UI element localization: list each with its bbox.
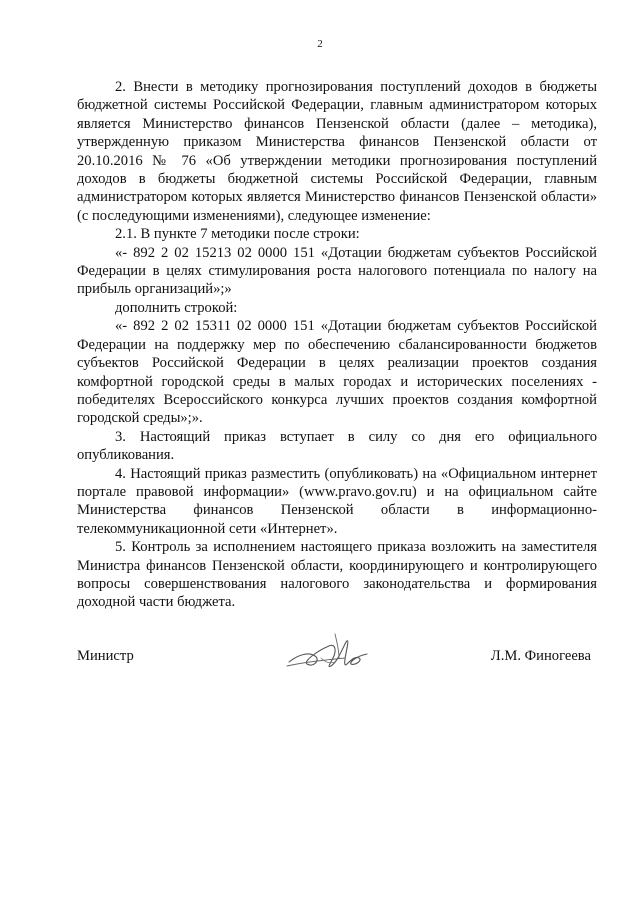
paragraph-item-4: 4. Настоящий приказ разместить (опубликовать) на «Официальном интернет портале правовой информации» (www.pravo.gov.ru) и на официальном сайте Министерства финансов Пензенской области в информационно-телекоммуникационной сети «Интернет». bbox=[77, 465, 597, 537]
page-number: 2 bbox=[317, 38, 323, 50]
paragraph-item-2-1: 2.1. В пункте 7 методики после строки: bbox=[115, 226, 360, 243]
handwritten-signature bbox=[285, 628, 377, 678]
signature-block bbox=[77, 628, 597, 678]
paragraph-item-3: 3. Настоящий приказ вступает в силу со дня его официального опубликования. bbox=[77, 428, 597, 464]
paragraph-item-2: 2. Внести в методику прогнозирования поступлений доходов в бюджеты бюджетной системы Российской Федерации, главным администратором которых является Министерство финансов Пензенской области (далее – методика), утвержденную приказом Министерства финансов Пензенской области от 20.10.2016 № 76 «Об утверждении методики прогнозирования поступлений доходов в бюджеты бюджетной системы Российской Федерации, главным администратором которых является Министерство финансов Пензенской области» (с последующими изменениями), следующее изменение: bbox=[77, 79, 597, 224]
document-body bbox=[77, 78, 597, 612]
paragraph-new-line: «- 892 2 02 15311 02 0000 151 «Дотации бюджетам субъектов Российской Федерации на поддержку мер по обеспечению сбалансированности бюджетов субъектов Российской Федерации в целях реализации проектов создания комфортной городской среды в малых городах и исторических поселениях - победителях Всероссийского конкурса лучших проектов создания комфортной городской среды»;». bbox=[77, 318, 597, 427]
signatory-title: Министр bbox=[77, 648, 134, 664]
paragraph-add-line-intro: дополнить строкой: bbox=[115, 299, 238, 316]
signatory-name: Л.М. Финогеева bbox=[490, 648, 591, 664]
paragraph-existing-line: «- 892 2 02 15213 02 0000 151 «Дотации бюджетам субъектов Российской Федерации в целях стимулирования роста налогового потенциала по налогу на прибыль организаций»;» bbox=[77, 244, 597, 298]
paragraph-item-5: 5. Контроль за исполнением настоящего приказа возложить на заместителя Министра финансов Пензенской области, координирующего и контролирующего вопросы совершенствования налогового законодательства и формирования доходной части бюджета. bbox=[77, 539, 597, 611]
